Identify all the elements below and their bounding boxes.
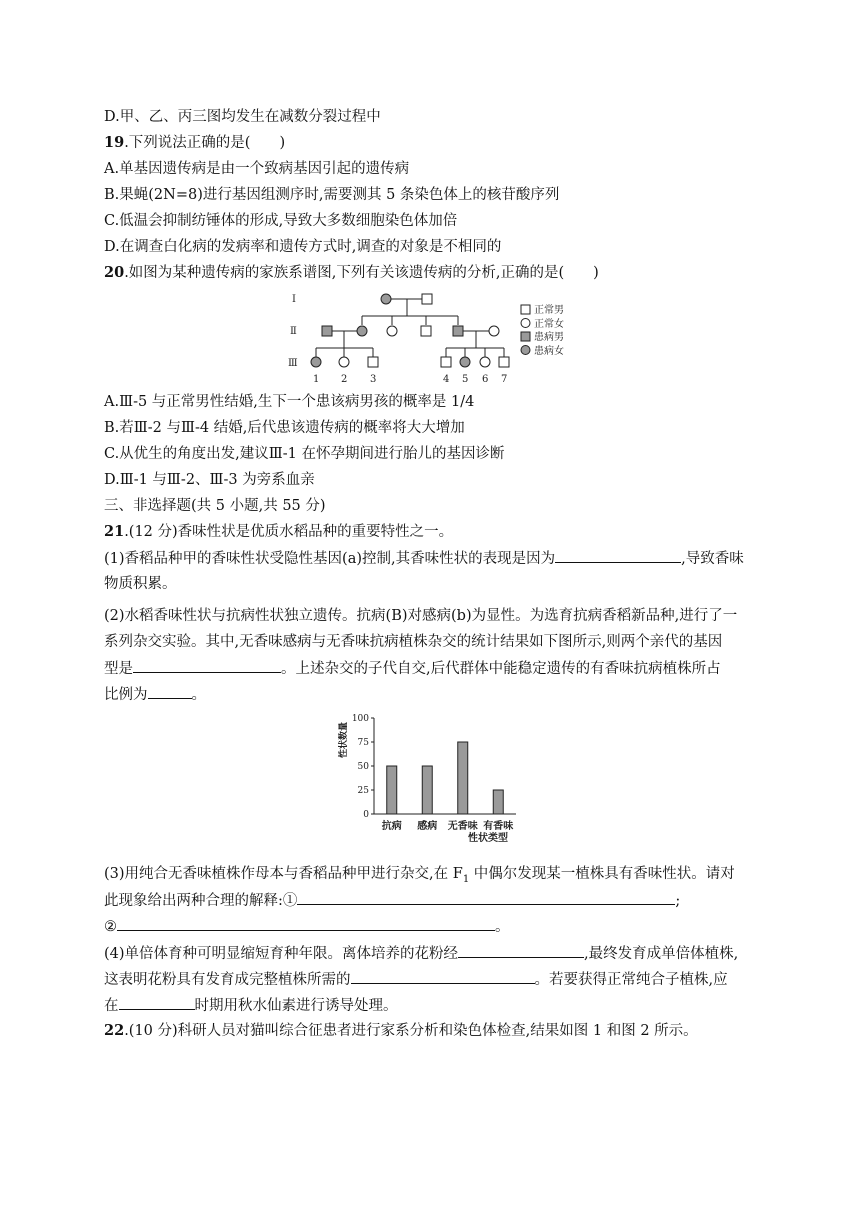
q19-option-b: B.果蝇(2N=8)进行基因组测序时,需要测其 5 条染色体上的核苷酸序列 xyxy=(104,187,560,203)
q19-option-c: C.低温会抑制纺锤体的形成,导致大多数细胞染色体加倍 xyxy=(104,213,458,229)
q21-p3-subscript: 1 xyxy=(462,873,470,885)
q21-p1-text-b: ,导致香味 xyxy=(681,551,744,567)
q21-part4-line1 xyxy=(104,943,738,964)
pedigree-iii-7-normal-male xyxy=(499,357,509,367)
q21-part4-line3 xyxy=(104,995,398,1016)
q21-stem xyxy=(104,522,453,542)
q18-option-d: D.甲、乙、丙三图均发生在减数分裂过程中 xyxy=(104,109,381,125)
q21-p3-text-a: (3)用纯合无香味植株作母本与香稻品种甲进行杂交,在 F xyxy=(104,866,463,882)
pedigree-iii-4-normal-male xyxy=(441,357,451,367)
q21-p4-text-b2: 。若要获得正常纯合子植株,应 xyxy=(534,972,728,988)
generation-label-iii: Ⅲ xyxy=(288,358,298,369)
legend-affected-female-icon xyxy=(521,346,530,355)
legend-affected-male: 患病男 xyxy=(534,332,564,343)
q21-p4-process-blank[interactable] xyxy=(458,943,584,958)
chart-y-tick-label: 0 xyxy=(363,810,369,820)
legend-normal-male: 正常男 xyxy=(534,305,564,316)
gen3-number-7: 7 xyxy=(501,374,508,385)
q22-stem xyxy=(104,1021,698,1041)
q21-p3-text-c: ② xyxy=(104,919,117,935)
chart-y-tick-label: 100 xyxy=(351,714,369,724)
q20-stem xyxy=(104,263,599,283)
section-3-title: 三、非选择题(共 5 小题,共 55 分) xyxy=(104,498,326,514)
q21-p3-text-a2: 中偶尔发现某一植株具有香味性状。请对 xyxy=(469,866,735,882)
pedigree-iii-3-normal-male xyxy=(368,357,378,367)
q21-p4-text-c2: 时期用秋水仙素进行诱导处理。 xyxy=(194,998,398,1014)
pedigree-iii-6-normal-female xyxy=(480,357,490,367)
chart-bar-4 xyxy=(493,790,503,814)
pedigree-ii-3-normal-female xyxy=(387,326,397,336)
q21-p1-text-a: (1)香稻品种甲的香味性状受隐性基因(a)控制,其香味性状的表现是因为 xyxy=(104,551,556,567)
q21-p3-reason1-blank[interactable] xyxy=(297,890,675,905)
q21-p1-blank[interactable] xyxy=(555,548,681,563)
legend-normal-female-icon xyxy=(521,319,530,328)
gen3-number-6: 6 xyxy=(482,374,489,385)
q22-stem-text: .(10 分)科研人员对猫叫综合征患者进行家系分析和染色体检查,结果如图 1 和图 2 所示。 xyxy=(124,1023,698,1039)
q21-p2-text-c2: 。上述杂交的子代自交,后代群体中能稳定遗传的有香味抗病植株所占 xyxy=(281,661,721,677)
pedigree-ii-2-affected-female xyxy=(357,326,367,336)
q21-part2-line1: (2)水稻香味性状与抗病性状独立遗传。抗病(B)对感病(b)为显性。为选育抗病香稻新品种,进行了一 xyxy=(104,608,738,624)
pedigree-ii-6-normal-female xyxy=(489,326,499,336)
gen3-number-2: 2 xyxy=(341,374,348,385)
q21-part2-line2: 系列杂交实验。其中,无香味感病与无香味抗病植株杂交的统计结果如下图所示,则两个亲代的基因 xyxy=(104,634,723,650)
q20-number: 20 xyxy=(104,264,125,281)
q21-part3-line1 xyxy=(104,864,735,890)
q20-option-a: A.Ⅲ-5 与正常男性结婚,生下一个患该病男孩的概率是 1/4 xyxy=(104,394,475,410)
chart-y-tick-label: 50 xyxy=(357,762,369,772)
q21-p2-text-d1: 比例为 xyxy=(104,687,148,703)
chart-category-label: 抗病 xyxy=(381,821,402,832)
chart-category-label: 感病 xyxy=(417,821,438,832)
q21-part3-line3 xyxy=(104,916,510,937)
chart-bar-1 xyxy=(387,766,397,814)
q19-stem-text: .下列说法正确的是( ) xyxy=(124,135,286,151)
q21-part3-line2 xyxy=(104,890,680,911)
pedigree-iii-1-affected-female xyxy=(311,357,321,367)
q21-part2-line4 xyxy=(104,684,206,705)
chart-xlabel: 性状类型 xyxy=(468,833,508,844)
q21-stem-text: .(12 分)香味性状是优质水稻品种的重要特性之一。 xyxy=(124,524,454,540)
gen3-number-3: 3 xyxy=(370,374,377,385)
generation-label-ii: Ⅱ xyxy=(290,326,297,337)
bar-chart xyxy=(330,708,530,848)
q21-part1-line2: 物质积累。 xyxy=(104,576,177,592)
q19-stem xyxy=(104,133,285,153)
q21-part2-line3 xyxy=(104,658,721,679)
pedigree-iii-5-affected-female xyxy=(460,357,470,367)
q22-number: 22 xyxy=(104,1022,125,1039)
legend-normal-male-icon xyxy=(521,305,530,314)
generation-label-i: Ⅰ xyxy=(292,294,296,305)
q21-p4-text-a2: ,最终发育成单倍体植株, xyxy=(584,946,739,962)
q19-option-d: D.在调查白化病的发病率和遗传方式时,调查的对象是不相同的 xyxy=(104,239,502,255)
chart-ylabel: 性状数量 xyxy=(339,721,349,759)
gen3-number-5: 5 xyxy=(462,374,469,385)
q21-p2-genotype-blank[interactable] xyxy=(133,658,281,673)
pedigree-i-1-affected-female xyxy=(381,294,391,304)
pedigree-ii-5-affected-male xyxy=(453,326,463,336)
q21-number: 21 xyxy=(104,523,125,540)
gen3-number-1: 1 xyxy=(313,374,320,385)
q21-p4-content-blank[interactable] xyxy=(351,969,535,984)
chart-y-tick-label: 75 xyxy=(357,738,369,748)
q21-p2-text-d2: 。 xyxy=(191,687,206,703)
q21-p2-ratio-blank[interactable] xyxy=(148,684,192,699)
q20-option-c: C.从优生的角度出发,建议Ⅲ-1 在怀孕期间进行胎儿的基因诊断 xyxy=(104,446,505,462)
gen3-number-4: 4 xyxy=(443,374,450,385)
legend-normal-female: 正常女 xyxy=(534,319,564,330)
q19-option-a: A.单基因遗传病是由一个致病基因引起的遗传病 xyxy=(104,161,410,177)
q21-part4-line2 xyxy=(104,969,728,990)
q20-option-b: B.若Ⅲ-2 与Ⅲ-4 结婚,后代患该遗传病的概率将大大增加 xyxy=(104,420,465,436)
q20-stem-text: .如图为某种遗传病的家族系谱图,下列有关该遗传病的分析,正确的是( ) xyxy=(124,265,599,281)
q21-p4-text-c1: 在 xyxy=(104,998,119,1014)
chart-bar-2 xyxy=(422,766,432,814)
pedigree-i-2-normal-male xyxy=(422,294,432,304)
chart-category-label: 无香味 xyxy=(447,821,478,832)
legend-affected-male-icon xyxy=(521,332,530,341)
pedigree-ii-4-normal-male xyxy=(421,326,431,336)
q21-p3-text-b-end: ; xyxy=(675,893,681,909)
q21-p3-reason2-blank[interactable] xyxy=(117,916,495,931)
q19-number: 19 xyxy=(104,134,125,151)
q20-option-d: D.Ⅲ-1 与Ⅲ-2、Ⅲ-3 为旁系血亲 xyxy=(104,472,315,488)
chart-category-label: 有香味 xyxy=(483,821,514,832)
q21-p3-text-c-end: 。 xyxy=(495,919,510,935)
q21-p4-period-blank[interactable] xyxy=(119,995,195,1010)
q21-p2-text-c1: 型是 xyxy=(104,661,133,677)
q21-p4-text-a1: (4)单倍体育种可明显缩短育种年限。离体培养的花粉经 xyxy=(104,946,459,962)
legend-affected-female: 患病女 xyxy=(534,346,564,357)
q21-p3-text-b: 此现象给出两种合理的解释:① xyxy=(104,893,298,909)
chart-bar-3 xyxy=(458,742,468,814)
pedigree-iii-2-normal-female xyxy=(339,357,349,367)
q21-part1-line1 xyxy=(104,548,744,569)
pedigree-ii-1-affected-male xyxy=(322,326,332,336)
chart-y-tick-label: 25 xyxy=(357,786,369,796)
q21-p4-text-b1: 这表明花粉具有发育成完整植株所需的 xyxy=(104,972,351,988)
pedigree-chart xyxy=(280,287,580,387)
